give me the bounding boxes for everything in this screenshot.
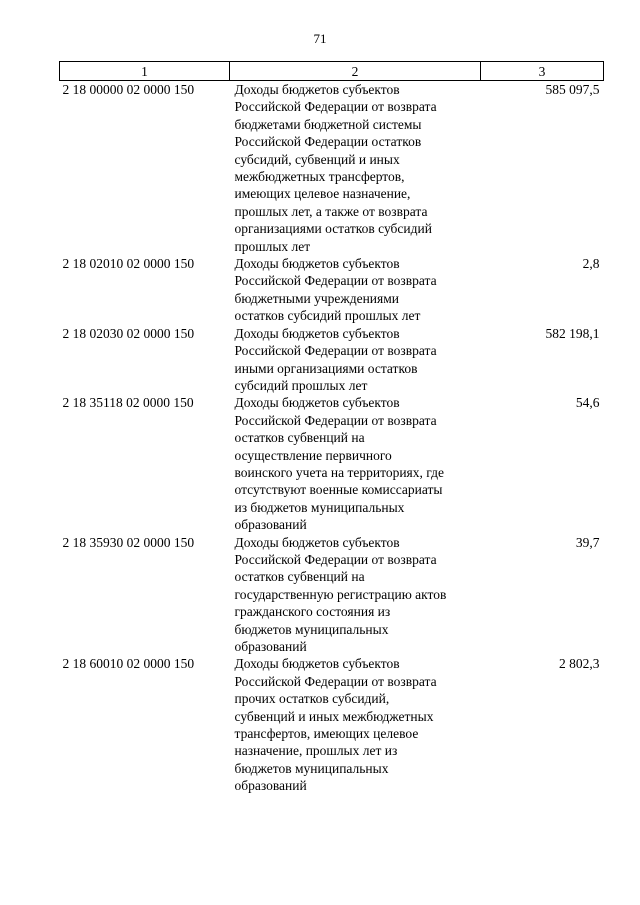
revenue-code-cell: 2 18 02010 02 0000 150	[62, 256, 195, 272]
description-line: Российской Федерации от возврата	[234, 99, 437, 115]
amount-cell: 2,8	[582, 256, 600, 272]
description-line: воинского учета на территориях, где	[234, 464, 444, 480]
description-line: прочих остатков субсидий,	[234, 691, 390, 707]
description-line: назначение, прошлых лет из	[234, 743, 398, 759]
description-line: субсидий, субвенций и иных	[234, 151, 400, 167]
description-line: трансфертов, имеющих целевое	[234, 726, 419, 742]
description-line: бюджетами бюджетной системы	[234, 116, 422, 132]
revenue-description-cell	[230, 325, 481, 395]
table-row	[60, 655, 604, 794]
description-line: Доходы бюджетов субъектов	[234, 395, 400, 411]
description-line: Доходы бюджетов субъектов	[234, 256, 400, 272]
revenue-code-cell: 2 18 35930 02 0000 150	[62, 534, 195, 550]
amount-cell: 2 802,3	[559, 656, 600, 672]
description-line: прошлых лет, а также от возврата	[234, 203, 428, 219]
column-header-2: 2	[230, 62, 481, 81]
column-header-3: 3	[481, 62, 604, 81]
description-line: Российской Федерации от возврата	[234, 412, 437, 428]
description-line: Российской Федерации остатков	[234, 134, 422, 150]
page-number: 71	[313, 31, 327, 46]
description-line: межбюджетных трансфертов,	[234, 169, 405, 185]
column-header-1: 1	[60, 62, 230, 81]
amount-cell: 585 097,5	[545, 82, 600, 97]
revenue-code-cell: 2 18 02030 02 0000 150	[62, 325, 195, 341]
revenue-code-cell: 2 18 60010 02 0000 150	[62, 656, 195, 672]
description-line: субсидий прошлых лет	[234, 377, 368, 393]
table-row	[60, 81, 604, 256]
revenue-description-cell	[230, 394, 481, 533]
description-line: отсутствуют военные комиссариаты	[234, 482, 443, 498]
table-row	[60, 255, 604, 325]
description-line: организациями остатков субсидий	[234, 221, 432, 237]
description-line: из бюджетов муниципальных	[234, 499, 405, 515]
description-line: Российской Федерации от возврата	[234, 343, 437, 359]
description-line: имеющих целевое назначение,	[234, 186, 411, 202]
revenue-description-cell	[230, 81, 481, 256]
description-line: Российской Федерации от возврата	[234, 273, 437, 289]
amount-cell: 39,7	[575, 534, 600, 550]
table-row	[60, 534, 604, 656]
description-line: остатков субсидий прошлых лет	[234, 308, 421, 324]
description-line: Доходы бюджетов субъектов	[234, 82, 400, 97]
table-row	[60, 394, 604, 533]
amount-cell: 582 198,1	[545, 325, 600, 341]
description-line: Доходы бюджетов субъектов	[234, 534, 400, 550]
description-line: Российской Федерации от возврата	[234, 673, 437, 689]
description-line: государственную регистрацию актов	[234, 586, 447, 602]
description-line: иными организациями остатков	[234, 360, 418, 376]
description-line: гражданского состояния из	[234, 604, 391, 620]
description-line: остатков субвенций на	[234, 430, 365, 446]
description-line: Российской Федерации от возврата	[234, 551, 437, 567]
description-line: образований	[234, 639, 307, 654]
revenue-description-cell	[230, 255, 481, 325]
description-line: бюджетов муниципальных	[234, 760, 389, 776]
description-line: бюджетов муниципальных	[234, 621, 389, 637]
description-line: остатков субвенций на	[234, 569, 365, 585]
table-header-row	[60, 62, 604, 81]
description-line: Доходы бюджетов субъектов	[234, 325, 400, 341]
description-line: Доходы бюджетов субъектов	[234, 656, 400, 672]
revenue-code-cell: 2 18 00000 02 0000 150	[62, 82, 195, 97]
description-line: субвенций и иных межбюджетных	[234, 708, 434, 724]
amount-cell: 54,6	[575, 395, 600, 411]
description-line: прошлых лет	[234, 238, 311, 254]
description-line: образований	[234, 778, 307, 794]
revenue-code-cell: 2 18 35118 02 0000 150	[62, 395, 194, 411]
budget-revenue-table	[59, 61, 604, 795]
revenue-description-cell	[230, 655, 481, 794]
table-header	[60, 62, 604, 81]
table-row	[60, 325, 604, 395]
revenue-description-cell	[230, 534, 481, 656]
description-line: бюджетными учреждениями	[234, 290, 400, 306]
table-body	[60, 81, 604, 795]
description-line: образований	[234, 517, 307, 533]
description-line: осуществление первичного	[234, 447, 392, 463]
